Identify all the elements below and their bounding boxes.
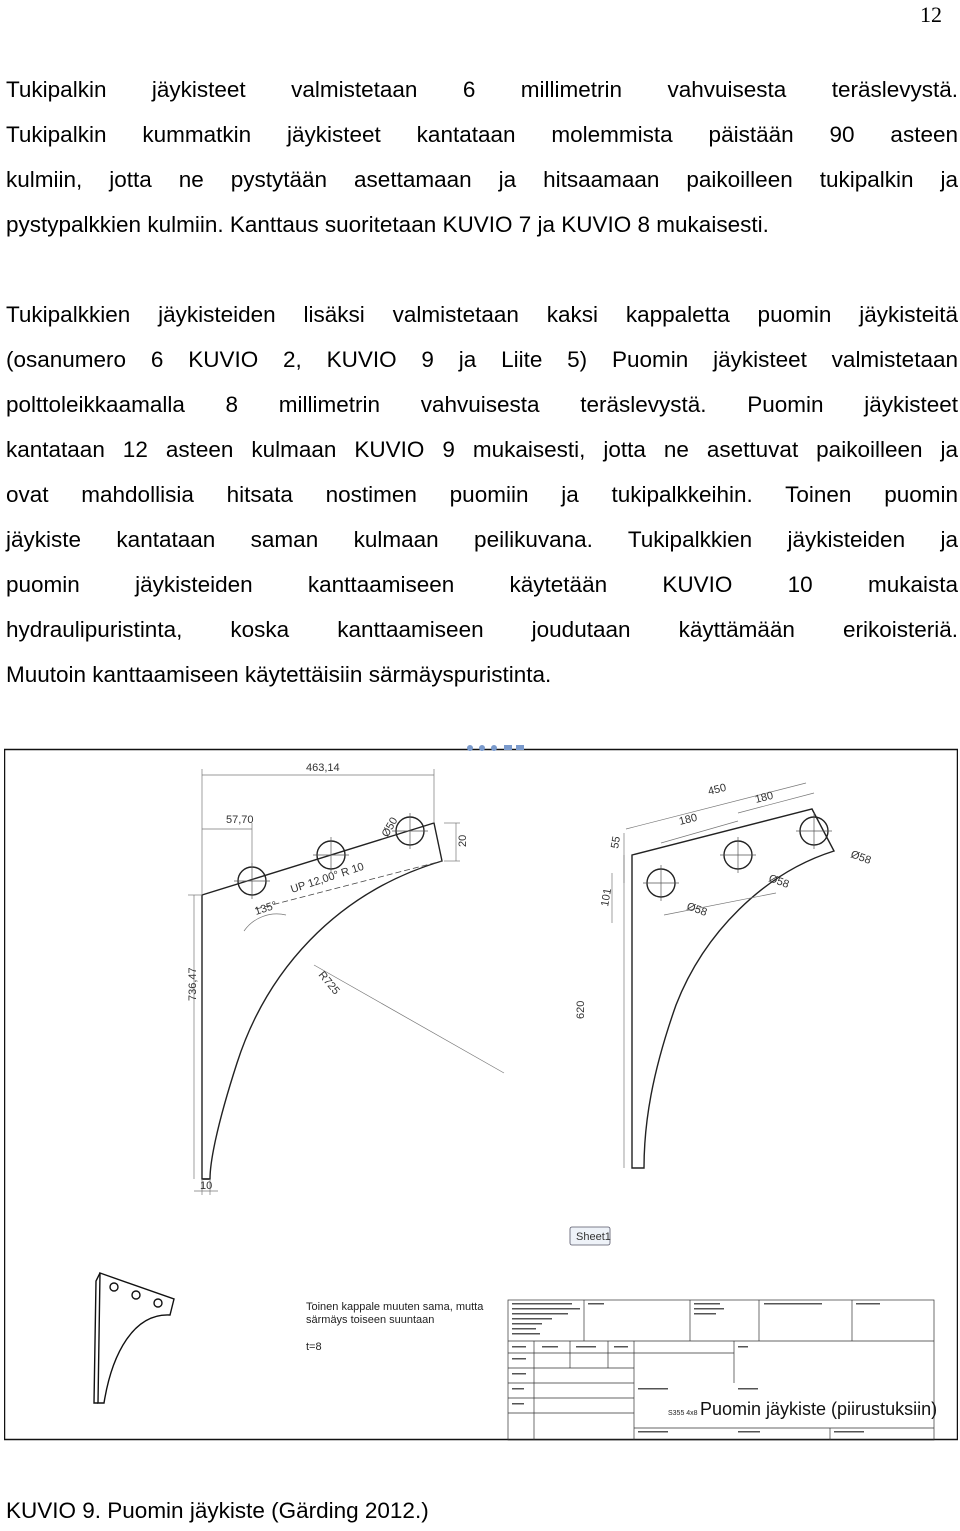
paragraph-line: hydraulipuristinta, koska kanttaamiseen joudutaan käyttämään erikoisteriä. [6,617,958,642]
paragraph-line: puomin jäykisteiden kanttaamiseen käytetään KUVIO 10 mukaista [6,572,958,597]
dim-label: 57,70 [226,814,254,826]
thickness-label: t=8 [306,1341,322,1353]
sheet-tab[interactable] [570,1227,611,1245]
dim-label: 10 [200,1180,213,1192]
paragraph-line: Tukipalkin jäykisteet valmistetaan 6 millimetrin vahvuisesta teräslevystä. [6,77,958,102]
dim-label: UP 12,00° R 10 [289,860,366,896]
drawing-note-line2: särmäys toiseen suuntaan [306,1314,435,1326]
dim-label: 135° [253,899,279,918]
paragraph-line: kulmiin, jotta ne pystytään asettamaan ja hitsaamaan paikoilleen tukipalkin ja [6,167,958,192]
dim-label: R725 [315,969,342,998]
paragraph-1 [6,67,958,247]
dim-label: 20 [457,834,469,847]
paragraph-line: Tukipalkkien jäykisteiden lisäksi valmistetaan kaksi kappaletta puomin jäykisteitä [6,302,958,327]
title-block-title: Puomin jäykiste (piirustuksiin) [700,1399,938,1419]
dim-label: 180 [677,811,699,828]
dim-label: Ø58 [766,872,791,891]
paragraph-line: Muutoin kanttaamiseen käytettäisiin särmäyspuristinta. [6,662,552,687]
dim-label: 463,14 [306,762,340,774]
sheet-tab-label: Sheet1 [576,1231,611,1243]
paragraph-line: kantataan 12 asteen kulmaan KUVIO 9 mukaisesti, jotta ne asettuvat paikoilleen ja [6,437,958,462]
paragraph-line: jäykiste kantataan saman kulmaan peilikuvana. Tukipalkkien jäykisteiden ja [6,527,958,552]
paragraph-line: pystypalkkien kulmiin. Kanttaus suoritetaan KUVIO 7 ja KUVIO 8 mukaisesti. [6,212,769,237]
dim-label: Ø58 [684,900,709,919]
dim-label: Ø50 [379,815,401,840]
page-number: 12 [920,2,942,27]
drawing-note-line1: Toinen kappale muuten sama, mutta [306,1301,484,1313]
dim-label: 55 [609,835,624,850]
dim-label: 620 [575,1000,587,1019]
dim-label: 736,47 [187,967,199,1001]
paragraph-2 [6,292,958,697]
paragraph-line: (osanumero 6 KUVIO 2, KUVIO 9 ja Liite 5) Puomin jäykisteet valmistetaan [6,347,958,372]
title-block-scale: S355 4x8 [668,1410,698,1417]
technical-drawing [4,743,958,1443]
dim-label: Ø58 [848,848,873,867]
technical-drawing-figure [4,743,958,1443]
dim-label: 180 [753,789,775,806]
dim-label: 450 [706,781,728,798]
paragraph-line: ovat mahdollisia hitsata nostimen puomiin ja tukipalkkeihin. Toinen puomin [6,482,958,507]
figure-caption: KUVIO 9. Puomin jäykiste (Gärding 2012.) [6,1498,429,1523]
paragraph-line: Tukipalkin kummatkin jäykisteet kantataan molemmista päistään 90 asteen [6,122,958,147]
drawing-frame [5,750,958,1440]
dim-label: 101 [599,887,615,908]
paragraph-line: polttoleikkaamalla 8 millimetrin vahvuisesta teräslevystä. Puomin jäykisteet [6,392,958,417]
